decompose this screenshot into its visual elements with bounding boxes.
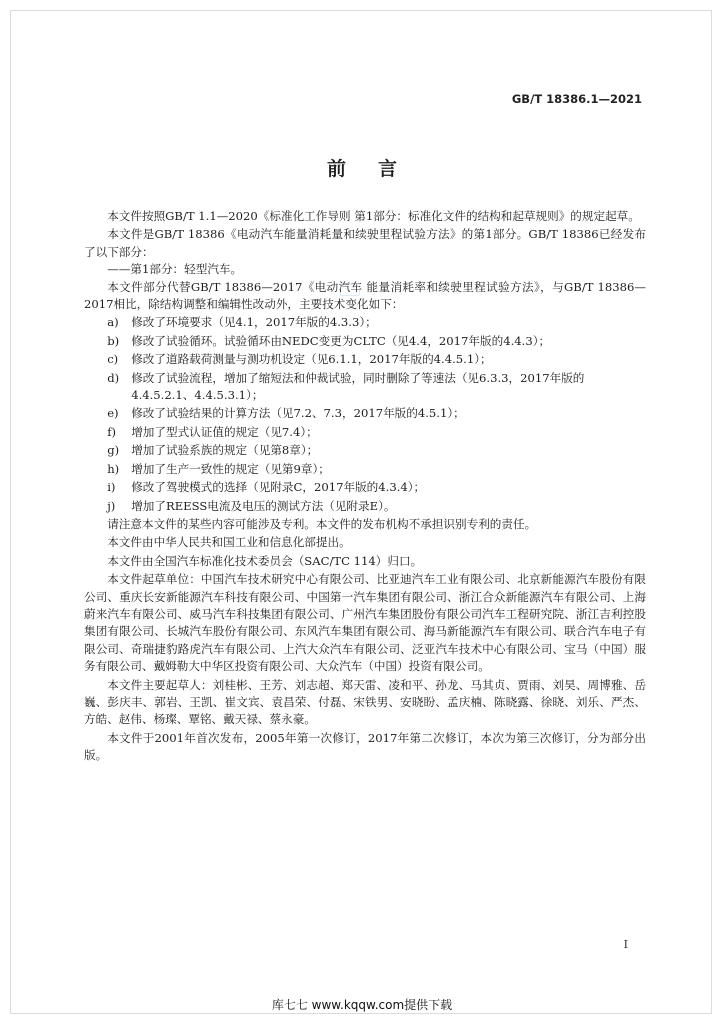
technical-changes-list [84, 314, 646, 514]
part-list-item: ——第1部分：轻型汽车。 [107, 262, 243, 277]
list-item-text: 修改了环境要求（见4.1，2017年版的4.3.3）； [131, 315, 377, 330]
list-item-text: 增加了试验系族的规定（见第8章）； [131, 443, 319, 458]
list-item [84, 479, 646, 496]
list-item [84, 314, 646, 331]
list-marker: h) [107, 461, 120, 476]
list-item [84, 498, 646, 515]
list-marker: d) [107, 370, 120, 385]
paragraph-proposer: 本文件由中华人民共和国工业和信息化部提出。 [107, 535, 351, 550]
list-item [84, 405, 646, 422]
list-item [84, 424, 646, 441]
list-item-text: 增加了生产一致性的规定（见第9章）； [131, 461, 330, 476]
paragraph-replacement: 本文件部分代替GB/T 18386—2017《电动汽车 能量消耗率和续驶里程试验方法》，与GB/T 18386—2017相比，除结构调整和编辑性改动外，主要技术变化如下： [84, 279, 646, 312]
list-item-text: 修改了试验结果的计算方法（见7.2、7.3，2017年版的4.5.1）； [131, 406, 465, 421]
list-item [84, 333, 646, 350]
list-item [84, 351, 646, 368]
list-marker: i) [107, 480, 116, 495]
list-marker: e) [107, 406, 119, 421]
list-marker: g) [107, 443, 120, 458]
list-item-text: 增加了型式认证值的规定（见7.4）； [131, 424, 318, 439]
list-item-text: 修改了道路载荷测量与测功机设定（见6.1.1，2017年版的4.4.5.1）； [131, 352, 492, 367]
list-marker: b) [107, 333, 120, 348]
paragraph-drafting-organizations: 本文件起草单位：中国汽车技术研究中心有限公司、比亚迪汽车工业有限公司、北京新能源汽车股份有限公司、重庆长安新能源汽车科技有限公司、中国第一汽车集团有限公司、浙江合众新能源汽车有限公司、上海蔚来汽车有限公司、威马汽车科技集团有限公司、广州汽车集团股份有限公司汽车工程研究院、浙江吉利控股集团有限公司、长城汽车股份有限公司、东风汽车集团有限公司、海马新能源汽车有限公司、联合汽车电子有限公司、奇瑞捷豹路虎汽车有限公司、上汽大众汽车有限公司、泛亚汽车技术中心有限公司、宝马（中国）服务有限公司、戴姆勒大中华区投资有限公司、大众汽车（中国）投资有限公司。 [84, 572, 646, 674]
paragraph-series-intro: 本文件是GB/T 18386《电动汽车能量消耗量和续驶里程试验方法》的第1部分。GB/T 18386已经发布了以下部分： [84, 227, 646, 259]
list-item [84, 461, 646, 478]
paragraph-drafters: 本文件主要起草人：刘桂彬、王芳、刘志超、郑天雷、凌和平、孙龙、马其贞、贾雨、刘昊、周博雅、岳巍、彭庆丰、郭岩、王凯、崔文宾、袁昌荣、付磊、宋铁男、安晓盼、孟庆楠、陈晓露、徐晓、刘乐、严杰、方皓、赵伟、杨璨、覃铭、戴天禄、蔡永豪。 [84, 677, 646, 727]
paragraph-technical-committee: 本文件由全国汽车标准化技术委员会（SAC/TC 114）归口。 [107, 553, 423, 568]
list-item [84, 370, 646, 405]
list-marker: f) [107, 424, 117, 439]
list-marker: c) [107, 352, 119, 367]
list-marker: a) [107, 315, 119, 330]
list-item [84, 442, 646, 459]
download-footer: 库七七 www.kqqw.com提供下载 [271, 998, 453, 1012]
foreword-body [84, 208, 646, 765]
list-item-text: 修改了试验循环。试验循环由NEDC变更为CLTC（见4.4，2017年版的4.4.3）； [131, 333, 551, 348]
paragraph-patent-notice: 请注意本文件的某些内容可能涉及专利。本文件的发布机构不承担识别专利的责任。 [107, 516, 537, 531]
list-marker: j) [107, 498, 116, 513]
standard-number: GB/T 18386.1—2021 [511, 92, 642, 106]
list-item-text: 修改了试验流程，增加了缩短法和仲裁试验，同时删除了等速法（见6.3.3，2017年版的4.4.5.2.1、4.4.5.3.1）； [131, 370, 585, 403]
page-number: I [623, 938, 628, 951]
page-title: 前言 [326, 158, 429, 180]
paragraph-revision-history: 本文件于2001年首次发布，2005年第一次修订，2017年第二次修订，本次为第三次修订，分为部分出版。 [84, 730, 646, 763]
list-item-text: 修改了驾驶模式的选择（见附录C，2017年版的4.3.4）； [131, 480, 426, 495]
list-item-text: 增加了REESS电流及电压的测试方法（见附录E）。 [131, 498, 396, 513]
paragraph-drafting-rules: 本文件按照GB/T 1.1—2020《标准化工作导则 第1部分：标准化文件的结构和起草规则》的规定起草。 [107, 209, 640, 223]
